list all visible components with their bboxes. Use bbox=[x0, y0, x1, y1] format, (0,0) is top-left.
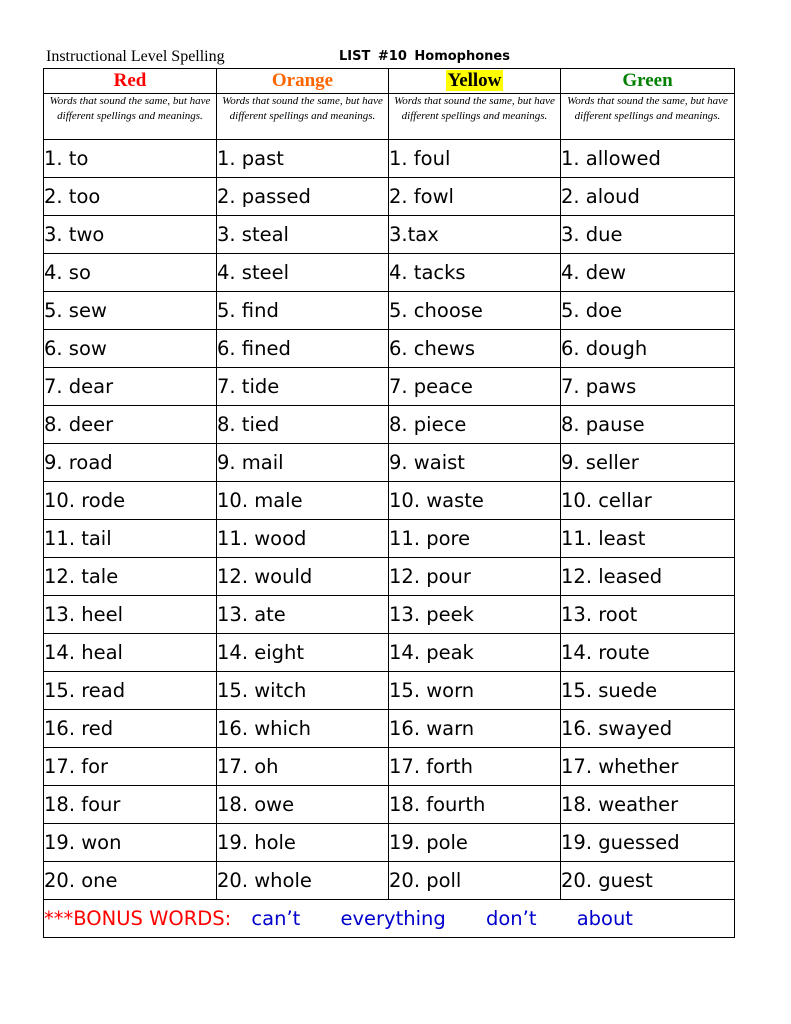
word-cell: 4. so bbox=[44, 254, 217, 292]
word-cell: 11. least bbox=[561, 520, 735, 558]
column-description: Words that sound the same, but have different spellings and meanings. bbox=[561, 94, 735, 140]
word-cell: 3. steal bbox=[217, 216, 389, 254]
word-cell: 6. fined bbox=[217, 330, 389, 368]
column-name: Orange bbox=[271, 70, 334, 91]
column-name: Yellow bbox=[447, 70, 502, 91]
column-description: Words that sound the same, but have different spellings and meanings. bbox=[217, 94, 389, 140]
word-cell: 11. pore bbox=[389, 520, 561, 558]
word-cell: 8. tied bbox=[217, 406, 389, 444]
word-cell: 5. find bbox=[217, 292, 389, 330]
word-cell: 15. suede bbox=[561, 672, 735, 710]
word-cell: 5. sew bbox=[44, 292, 217, 330]
word-cell: 8. pause bbox=[561, 406, 735, 444]
word-cell: 17. oh bbox=[217, 748, 389, 786]
word-cell: 16. warn bbox=[389, 710, 561, 748]
column-header-yellow bbox=[389, 69, 561, 94]
bonus-cell bbox=[44, 900, 735, 938]
word-cell: 14. eight bbox=[217, 634, 389, 672]
word-row bbox=[44, 634, 735, 672]
word-row bbox=[44, 824, 735, 862]
bonus-word: everything bbox=[340, 907, 446, 930]
word-cell: 19. pole bbox=[389, 824, 561, 862]
word-row bbox=[44, 558, 735, 596]
word-cell: 3.tax bbox=[389, 216, 561, 254]
word-row bbox=[44, 786, 735, 824]
word-cell: 7. dear bbox=[44, 368, 217, 406]
word-cell: 5. choose bbox=[389, 292, 561, 330]
word-cell: 18. fourth bbox=[389, 786, 561, 824]
word-row bbox=[44, 520, 735, 558]
word-row bbox=[44, 216, 735, 254]
word-cell: 13. root bbox=[561, 596, 735, 634]
word-row bbox=[44, 330, 735, 368]
word-cell: 16. swayed bbox=[561, 710, 735, 748]
column-description: Words that sound the same, but have different spellings and meanings. bbox=[44, 94, 217, 140]
word-cell: 12. pour bbox=[389, 558, 561, 596]
word-cell: 15. read bbox=[44, 672, 217, 710]
word-cell: 4. dew bbox=[561, 254, 735, 292]
word-rows bbox=[44, 140, 735, 900]
word-cell: 18. weather bbox=[561, 786, 735, 824]
word-cell: 14. peak bbox=[389, 634, 561, 672]
word-row bbox=[44, 254, 735, 292]
word-cell: 20. poll bbox=[389, 862, 561, 900]
word-cell: 12. would bbox=[217, 558, 389, 596]
word-cell: 16. which bbox=[217, 710, 389, 748]
word-cell: 1. to bbox=[44, 140, 217, 178]
word-cell: 2. fowl bbox=[389, 178, 561, 216]
word-cell: 3. due bbox=[561, 216, 735, 254]
bonus-label: ***BONUS WORDS: bbox=[44, 907, 232, 930]
word-cell: 10. male bbox=[217, 482, 389, 520]
word-cell: 13. ate bbox=[217, 596, 389, 634]
word-cell: 1. past bbox=[217, 140, 389, 178]
word-cell: 18. four bbox=[44, 786, 217, 824]
bonus-word: don’t bbox=[485, 907, 537, 930]
word-cell: 19. guessed bbox=[561, 824, 735, 862]
word-cell: 2. too bbox=[44, 178, 217, 216]
word-cell: 13. heel bbox=[44, 596, 217, 634]
word-cell: 7. peace bbox=[389, 368, 561, 406]
word-row bbox=[44, 444, 735, 482]
page-title: Instructional Level Spelling bbox=[46, 48, 225, 65]
column-header-orange bbox=[217, 69, 389, 94]
word-cell: 18. owe bbox=[217, 786, 389, 824]
word-cell: 7. paws bbox=[561, 368, 735, 406]
word-row bbox=[44, 482, 735, 520]
word-cell: 4. steel bbox=[217, 254, 389, 292]
word-cell: 10. rode bbox=[44, 482, 217, 520]
word-cell: 13. peek bbox=[389, 596, 561, 634]
word-cell: 9. road bbox=[44, 444, 217, 482]
word-cell: 1. foul bbox=[389, 140, 561, 178]
word-row bbox=[44, 292, 735, 330]
column-header-row bbox=[44, 69, 735, 94]
word-row bbox=[44, 368, 735, 406]
word-cell: 10. waste bbox=[389, 482, 561, 520]
word-cell: 19. won bbox=[44, 824, 217, 862]
word-cell: 19. hole bbox=[217, 824, 389, 862]
word-row bbox=[44, 596, 735, 634]
word-cell: 15. worn bbox=[389, 672, 561, 710]
word-cell: 9. mail bbox=[217, 444, 389, 482]
word-row bbox=[44, 672, 735, 710]
word-cell: 11. wood bbox=[217, 520, 389, 558]
column-description: Words that sound the same, but have different spellings and meanings. bbox=[389, 94, 561, 140]
list-title: LIST #10 Homophones bbox=[339, 49, 510, 64]
word-cell: 17. for bbox=[44, 748, 217, 786]
column-name: Red bbox=[113, 70, 147, 91]
word-row bbox=[44, 710, 735, 748]
word-row bbox=[44, 178, 735, 216]
column-header-red bbox=[44, 69, 217, 94]
word-cell: 10. cellar bbox=[561, 482, 735, 520]
word-cell: 6. dough bbox=[561, 330, 735, 368]
word-cell: 8. deer bbox=[44, 406, 217, 444]
word-cell: 4. tacks bbox=[389, 254, 561, 292]
word-cell: 20. guest bbox=[561, 862, 735, 900]
word-cell: 2. passed bbox=[217, 178, 389, 216]
bonus-word: can’t bbox=[251, 907, 301, 930]
word-cell: 20. whole bbox=[217, 862, 389, 900]
word-cell: 14. route bbox=[561, 634, 735, 672]
word-row bbox=[44, 862, 735, 900]
word-cell: 2. aloud bbox=[561, 178, 735, 216]
spelling-table bbox=[43, 68, 735, 938]
word-cell: 17. forth bbox=[389, 748, 561, 786]
bonus-word: about bbox=[576, 907, 633, 930]
bonus-row bbox=[44, 900, 735, 938]
description-row bbox=[44, 94, 735, 140]
word-cell: 5. doe bbox=[561, 292, 735, 330]
word-cell: 20. one bbox=[44, 862, 217, 900]
word-cell: 6. chews bbox=[389, 330, 561, 368]
word-cell: 14. heal bbox=[44, 634, 217, 672]
word-cell: 17. whether bbox=[561, 748, 735, 786]
word-cell: 12. tale bbox=[44, 558, 217, 596]
word-cell: 15. witch bbox=[217, 672, 389, 710]
word-cell: 16. red bbox=[44, 710, 217, 748]
column-header-green bbox=[561, 69, 735, 94]
word-cell: 12. leased bbox=[561, 558, 735, 596]
column-name: Green bbox=[622, 70, 673, 91]
word-cell: 3. two bbox=[44, 216, 217, 254]
word-cell: 9. seller bbox=[561, 444, 735, 482]
word-cell: 9. waist bbox=[389, 444, 561, 482]
word-cell: 1. allowed bbox=[561, 140, 735, 178]
word-cell: 7. tide bbox=[217, 368, 389, 406]
word-cell: 11. tail bbox=[44, 520, 217, 558]
word-row bbox=[44, 748, 735, 786]
word-row bbox=[44, 140, 735, 178]
word-row bbox=[44, 406, 735, 444]
word-cell: 8. piece bbox=[389, 406, 561, 444]
word-cell: 6. sow bbox=[44, 330, 217, 368]
